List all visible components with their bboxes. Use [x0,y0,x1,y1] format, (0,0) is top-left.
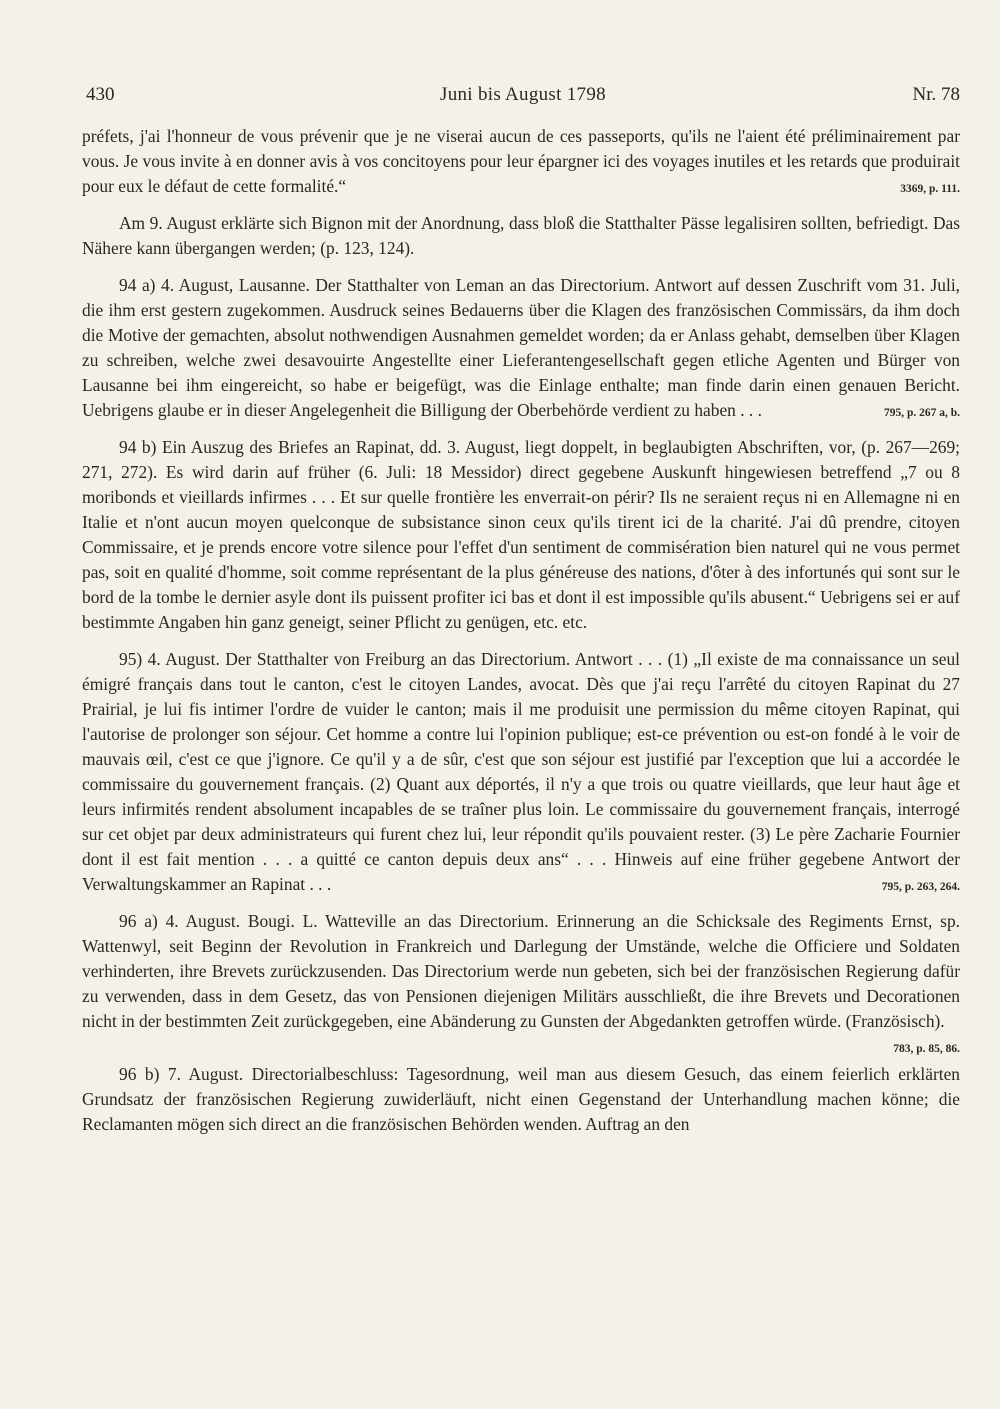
archive-reference: 795, p. 263, 264. [881,881,960,893]
paragraph [82,1062,960,1137]
archive-reference: 795, p. 267 a, b. [883,407,960,419]
paragraph [82,647,960,897]
archive-reference: 783, p. 85, 86. [893,1043,960,1055]
page-number: 430 [86,84,115,105]
running-header [86,82,960,108]
paragraph [82,124,960,199]
paragraph-text: 94 b) Ein Auszug des Briefes an Rapinat, dd. 3. August, liegt doppelt, in beglaubigten Abschriften, vor, (p. 267—269; 271, 272). Es wird darin auf früher (6. Juli: 18 Messidor) direct gegebene Auskunft hingewiesen betreffend „7 ou 8 moribonds et vieillards infirmes . . . Et sur quelle frontière les enverrait-on périr? Ils ne seraient reçus ni en Allemagne ni en Italie et n'ont aucun moyen quelconque de subsistance sinon ceux qu'ils tirent ici de la charité. J'ai dû prendre, citoyen Commissaire, et je prends encore votre silence pour l'effet d'un sentiment de commisération bien naturel qui ne vous permet pas, soit en qualité d'homme, soit comme représentant de la plus généreuse des nations, d'ôter à des infortunés qui sont sur le bord de la tombe le dernier asyle dont ils puissent profiter ici bas et dont il est impossible qu'ils abusent.“ Uebrigens sei er auf bestimmte Angaben hin ganz geneigt, seiner Pflicht zu genügen, etc. etc. [82,437,960,632]
paragraph-text: préfets, j'ai l'honneur de vous prévenir que je ne viserai aucun de ces passeports, qu'ils ne l'aient été préliminairement par vous. Je vous invite à en donner avis à vos concitoyens pour leur épargner ici des voyages inutiles et les retards que produirait pour eux le défaut de cette formalité.“ [82,126,960,196]
running-title: Juni bis August 1798 [440,84,606,105]
paragraph [82,435,960,635]
paragraph [82,909,960,1055]
paragraph-text: 96 a) 4. August. Bougi. L. Watteville an das Directorium. Erinnerung an die Schicksale des Regiments Ernst, sp. Wattenwyl, seit Beginn der Revolution in Frankreich und Darlegung der Umstände, welche die Officiere und Soldaten verhinderten, ihre Brevets zurückzusenden. Das Directorium werde nun gebeten, sich bei der französischen Regierung dafür zu verwenden, dass in dem Gesetz, das von Pensionen diejenigen Militärs ausschließt, die ihre Brevets und Decorationen nicht in der bestimmten Zeit zurückgegeben, eine Abänderung zu Gunsten der Abgedankten getroffen würde. (Französisch). [82,911,960,1031]
paragraph [82,273,960,423]
paragraph-text: 96 b) 7. August. Directorialbeschluss: Tagesordnung, weil man aus diesem Gesuch, das einem feierlich erklärten Grundsatz der französischen Regierung zuwiderläuft, nicht einen Gegenstand der Unterhandlung machen könne; die Reclamanten mögen sich direct an die französischen Behörden wenden. Auftrag an den [82,1064,960,1134]
archive-reference: 3369, p. 111. [900,183,960,195]
paragraph-text: 94 a) 4. August, Lausanne. Der Statthalter von Leman an das Directorium. Antwort auf dessen Zuschrift vom 31. Juli, die ihm erst gestern zugekommen. Ausdruck seines Bedauerns über die Klagen des französischen Commissärs, da ihm doch die Motive der gemachten, absolut nothwendigen Ausnahmen gemeldet worden; da er Anlass gehabt, demselben über Klagen zu schreiben, welche zwei desavouirte Angestellte einer Lieferantengesellschaft gegen etliche Agenten und Bürger von Lausanne bei ihm eingereicht, so habe er beigefügt, was die Einlage enthalte; man finde darin einen genauen Bericht. Uebrigens glaube er in dieser Angelegenheit die Billigung der Oberbehörde verdient zu haben . . . [82,275,960,420]
paragraph [82,211,960,261]
page-body [82,124,960,1149]
paragraph-text: Am 9. August erklärte sich Bignon mit der Anordnung, dass bloß die Statthalter Pässe legalisiren sollten, befriedigt. Das Nähere kann übergangen werden; (p. 123, 124). [82,213,960,258]
paragraph-text: 95) 4. August. Der Statthalter von Freiburg an das Directorium. Antwort . . . (1) „Il existe de ma connaissance un seul émigré français dans tout le canton, c'est le citoyen Landes, avocat. Dès que j'ai reçu l'arrêté du citoyen Rapinat du 27 Prairial, je lui fis intimer l'ordre de vuider le canton; mais il me produisit une permission du même citoyen Rapinat, qui l'autorise de prolonger son séjour. Cet homme a contre lui l'opinion publique; est-ce prévention ou est-on fondé à le voir de mauvais œil, c'est ce que j'ignore. Ce qu'il y a de sûr, c'est que son séjour est justifié par l'exception que lui a accordée le commissaire du gouvernement français. (2) Quant aux déportés, il n'y a que trois ou quatre vieillards, que leur haut âge et leurs infirmités rendent absolument incapables de se traîner plus loin. Le commissaire du gouvernement français, interrogé sur cet objet par deux administrateurs qui furent chez lui, leur répondit qu'ils pouvaient rester. (3) Le père Zacharie Fournier dont il est fait mention . . . a quitté ce canton depuis deux ans“ . . . Hinweis auf eine früher gegebene Antwort der Verwaltungskammer an Rapinat . . . [82,649,960,894]
document-number: Nr. 78 [912,84,960,105]
